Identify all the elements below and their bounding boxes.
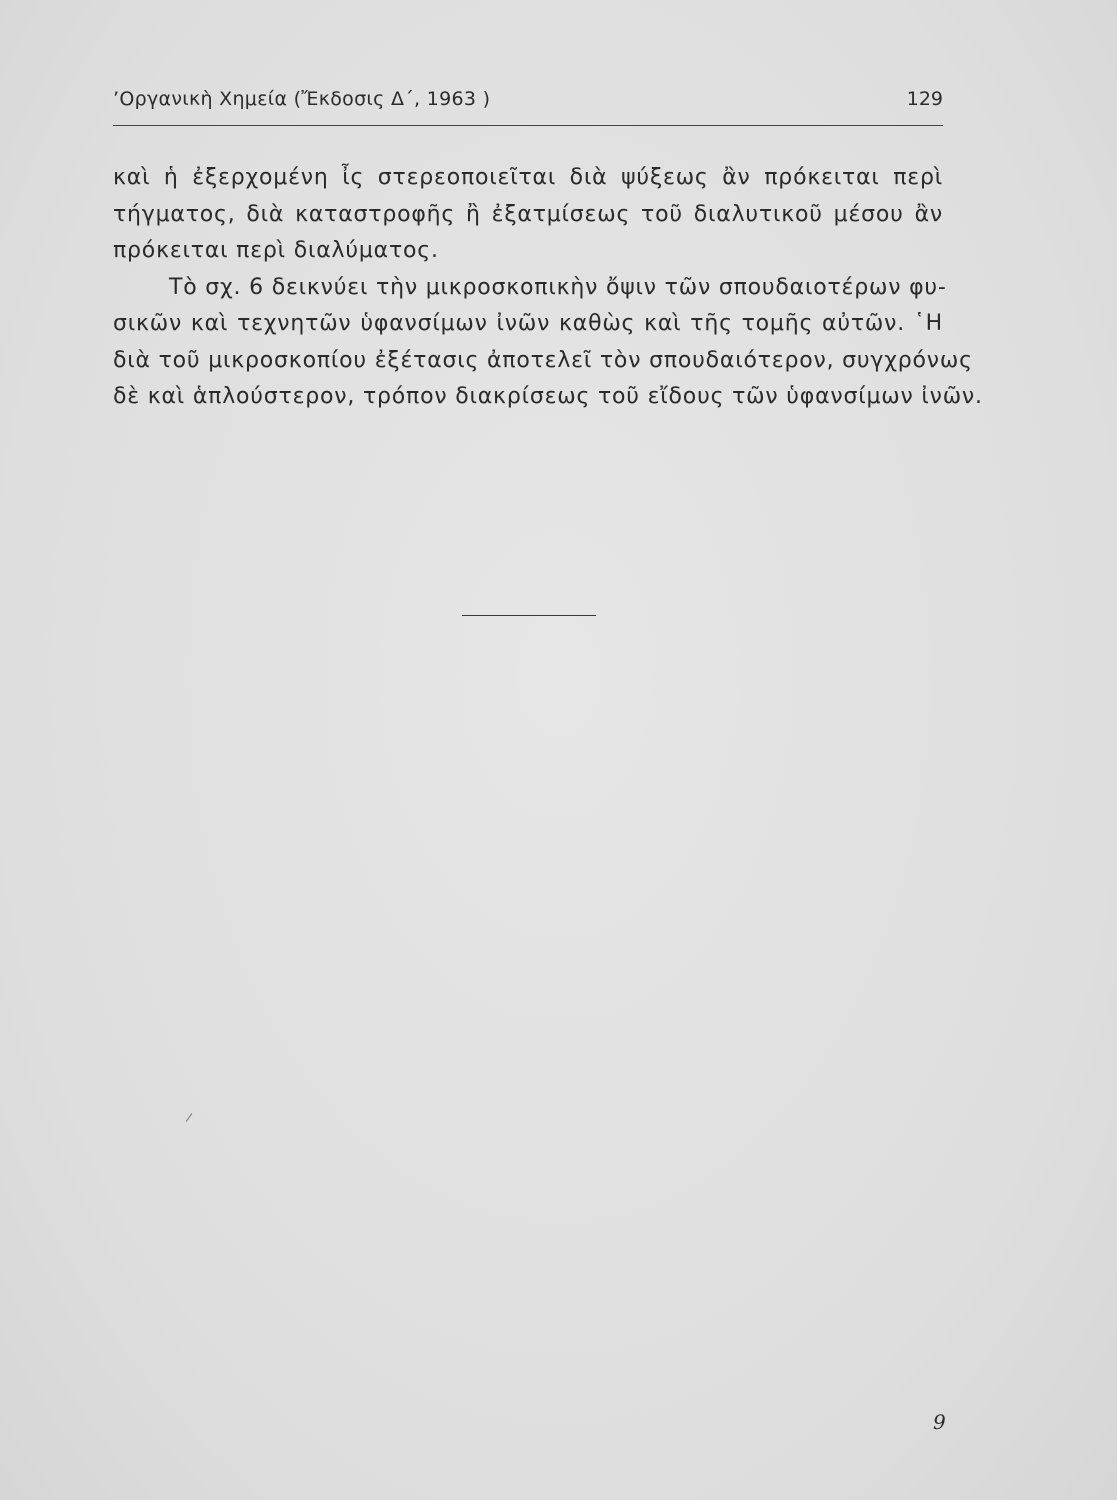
running-header: [113, 88, 943, 124]
text-line: δὲ καὶ ἁπλούστερον, τρόπον διακρίσεως τοῦ εἴδους τῶν ὑφανσίμων ἰνῶν.: [113, 384, 983, 409]
scan-mark: [186, 1113, 193, 1122]
body-text: [113, 160, 983, 416]
text-line: καὶ ἡ ἐξερχομένη ἶς στερεοποιεῖται διὰ ψύξεως ἂν πρόκειται περὶ: [113, 165, 943, 190]
text-line: Τὸ σχ. 6 δεικνύει τὴν μικροσκοπικὴν ὄψιν τῶν σπουδαιοτέρων φυ-: [169, 274, 947, 300]
page-number: 129: [906, 88, 943, 110]
section-separator: [462, 615, 596, 616]
text-line: πρόκειται περὶ διαλύματος.: [113, 238, 439, 263]
header-rule: [113, 125, 943, 126]
text-line: σικῶν καὶ τεχνητῶν ὑφανσίμων ἰνῶν καθὼς καὶ τῆς τομῆς αὐτῶν. ῾Η: [113, 311, 943, 336]
text-line: τήγματος, διὰ καταστροφῆς ἢ ἐξατμίσεως τοῦ διαλυτικοῦ μέσου ἂν: [113, 201, 943, 227]
text-line: διὰ τοῦ μικροσκοπίου ἐξέτασις ἀποτελεῖ τὸν σπουδαιότερον, συγχρόνως: [113, 347, 973, 373]
signature-mark: 9: [933, 1410, 946, 1434]
running-header-title: ’Οργανικὴ Χημεία (Ἔκδοσις Δ΄, 1963 ): [113, 88, 491, 110]
